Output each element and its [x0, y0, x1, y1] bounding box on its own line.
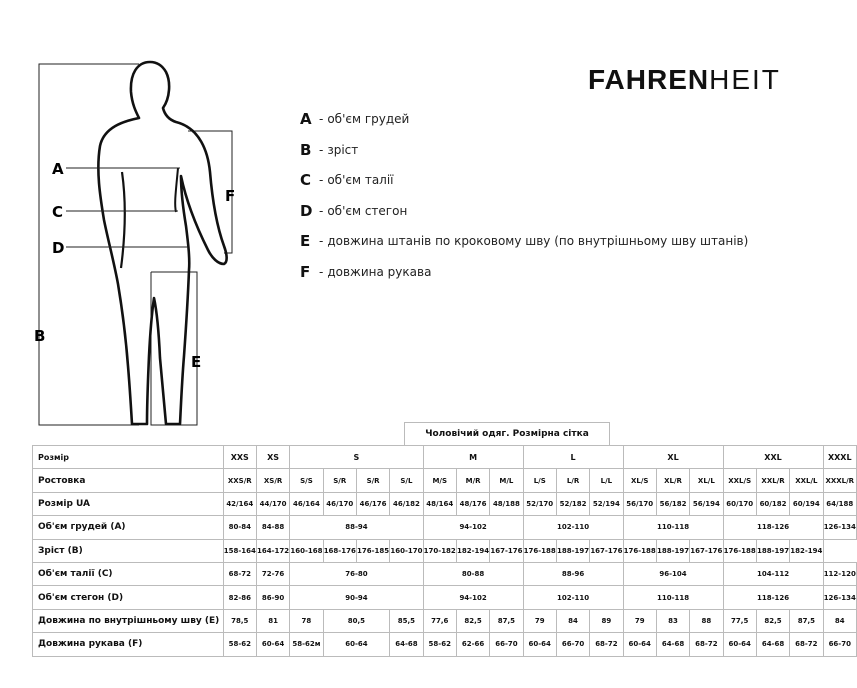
table-cell: 46/170 [323, 492, 356, 515]
table-cell: 52/170 [523, 492, 556, 515]
table-cell: 168-176 [323, 539, 356, 562]
table-cell: 46/176 [356, 492, 389, 515]
table-cell: 160-170 [390, 539, 423, 562]
table-cell: 58-62 [223, 633, 256, 656]
table-cell: 68-72 [690, 633, 723, 656]
legend-separator: - [319, 203, 324, 218]
figure-letter-a: A [52, 160, 64, 178]
table-cell: 68-72 [223, 562, 256, 585]
row-label: Довжина по внутрішньому шву (E) [33, 609, 224, 632]
table-row [33, 586, 857, 609]
table-cell: 94-102 [423, 516, 523, 539]
table-cell: 72-76 [256, 562, 289, 585]
table-cell: 90-94 [290, 586, 423, 609]
table-cell: XL/R [656, 469, 689, 492]
table-cell: XXS/R [223, 469, 256, 492]
size-header-cell: XS [256, 446, 289, 469]
table-cell: 188-197 [656, 539, 689, 562]
table-cell: 80-84 [223, 516, 256, 539]
table-cell: 176-185 [356, 539, 389, 562]
table-cell: 78,5 [223, 609, 256, 632]
table-row [33, 446, 857, 469]
table-cell: 102-110 [523, 516, 623, 539]
table-row [33, 539, 857, 562]
table-row [33, 469, 857, 492]
table-cell: 52/182 [556, 492, 589, 515]
table-cell: 58-62 [423, 633, 456, 656]
table-cell: 56/194 [690, 492, 723, 515]
row-label: Розмір UA [33, 492, 224, 515]
legend-text: об'єм грудей [327, 112, 410, 127]
table-cell: 81 [256, 609, 289, 632]
table-cell: S/R [323, 469, 356, 492]
table-cell: 66-70 [556, 633, 589, 656]
table-cell: 102-110 [523, 586, 623, 609]
table-cell: 182-194 [790, 539, 823, 562]
table-cell: 118-126 [723, 586, 823, 609]
figure-letter-f: F [225, 187, 236, 205]
table-cell: 79 [623, 609, 656, 632]
table-cell: 48/164 [423, 492, 456, 515]
row-label: Ростовка [33, 469, 224, 492]
table-cell: 96-104 [623, 562, 723, 585]
table-cell: 112-120 [823, 562, 856, 585]
table-cell: L/R [556, 469, 589, 492]
measurement-legend [300, 104, 748, 287]
table-cell: 60-64 [523, 633, 556, 656]
size-header-cell: S [290, 446, 423, 469]
table-cell: 62-66 [456, 633, 489, 656]
table-cell: 60-64 [723, 633, 756, 656]
table-row [33, 516, 857, 539]
table-cell: 82-86 [223, 586, 256, 609]
table-title: Чоловічий одяг. Розмірна сітка [404, 422, 610, 445]
table-cell: 164-172 [256, 539, 289, 562]
table-cell: 176-188 [623, 539, 656, 562]
legend-letter: C [300, 171, 312, 190]
table-cell: 68-72 [590, 633, 623, 656]
table-cell: XL/L [690, 469, 723, 492]
table-cell: 60-64 [323, 633, 390, 656]
legend-text: зріст [327, 142, 359, 157]
legend-item [300, 257, 748, 288]
legend-item [300, 196, 748, 227]
size-header-cell: L [523, 446, 623, 469]
table-cell: M/R [456, 469, 489, 492]
table-cell: 170-182 [423, 539, 456, 562]
table-cell: 167-176 [490, 539, 523, 562]
table-cell: 46/182 [390, 492, 423, 515]
legend-letter: A [300, 110, 312, 129]
size-header-cell: XL [623, 446, 723, 469]
table-row [33, 562, 857, 585]
table-cell: 88 [690, 609, 723, 632]
legend-text: об'єм стегон [327, 203, 408, 218]
row-label: Зріст (B) [33, 539, 224, 562]
legend-separator: - [319, 112, 324, 127]
table-cell: 68-72 [790, 633, 823, 656]
table-cell: 126-134 [823, 516, 856, 539]
size-chart-table [32, 445, 857, 657]
table-cell: 167-176 [690, 539, 723, 562]
table-cell: 64-68 [656, 633, 689, 656]
legend-separator: - [319, 234, 324, 249]
legend-item [300, 104, 748, 135]
table-cell: 94-102 [423, 586, 523, 609]
table-cell: 110-118 [623, 516, 723, 539]
table-cell: 82,5 [756, 609, 789, 632]
legend-item [300, 165, 748, 196]
table-cell: 84 [556, 609, 589, 632]
table-cell: 83 [656, 609, 689, 632]
table-cell: XXL/S [723, 469, 756, 492]
legend-letter: F [300, 262, 311, 281]
table-cell: 160-168 [290, 539, 323, 562]
table-cell: 104-112 [723, 562, 823, 585]
legend-separator: - [319, 173, 324, 188]
table-cell: 167-176 [590, 539, 623, 562]
table-cell: XXXL/R [823, 469, 856, 492]
table-cell: 88-96 [523, 562, 623, 585]
legend-item [300, 226, 748, 257]
arm-contour-right [175, 168, 178, 212]
brand-logo-light: HEIT [709, 64, 781, 95]
brand-logo [588, 64, 781, 96]
size-header-cell: XXL [723, 446, 823, 469]
legend-letter: E [300, 232, 311, 251]
table-row [33, 492, 857, 515]
table-cell: 89 [590, 609, 623, 632]
table-cell: M/S [423, 469, 456, 492]
legend-letter: D [300, 201, 313, 220]
table-cell: 86-90 [256, 586, 289, 609]
row-label: Об'єм грудей (А) [33, 516, 224, 539]
table-cell: 78 [290, 609, 323, 632]
table-cell: 88-94 [290, 516, 423, 539]
table-cell: 85,5 [390, 609, 423, 632]
figure-letter-b: B [34, 327, 46, 345]
table-cell: L/S [523, 469, 556, 492]
table-row [33, 609, 857, 632]
legend-text: об'єм талії [327, 173, 394, 188]
figure-letter-d: D [52, 239, 65, 257]
table-cell: 60/194 [790, 492, 823, 515]
table-cell: 58-62м [290, 633, 323, 656]
table-cell: 80,5 [323, 609, 390, 632]
row-label: Довжина рукава (F) [33, 633, 224, 656]
table-cell: 66-70 [490, 633, 523, 656]
table-cell: 48/188 [490, 492, 523, 515]
table-cell: 46/164 [290, 492, 323, 515]
table-cell: 42/164 [223, 492, 256, 515]
figure-letter-c: C [52, 203, 64, 221]
table-cell: 84 [823, 609, 856, 632]
arm-contour-left [121, 172, 125, 268]
table-cell: 56/182 [656, 492, 689, 515]
inseam-bracket [151, 272, 197, 425]
table-cell: 110-118 [623, 586, 723, 609]
table-cell: XXL/L [790, 469, 823, 492]
table-cell: XS/R [256, 469, 289, 492]
figure-letter-e: E [191, 353, 202, 371]
table-cell: 60-64 [256, 633, 289, 656]
body-measurement-figure [0, 0, 300, 440]
table-cell: 64-68 [756, 633, 789, 656]
table-cell: 84-88 [256, 516, 289, 539]
table-cell: L/L [590, 469, 623, 492]
legend-separator: - [319, 264, 324, 279]
table-row [33, 633, 857, 656]
table-cell: 77,6 [423, 609, 456, 632]
legend-item [300, 135, 748, 166]
brand-logo-bold: FAHREN [588, 64, 710, 95]
table-cell: 44/170 [256, 492, 289, 515]
legend-letter: B [300, 140, 312, 159]
table-cell: 64/188 [823, 492, 856, 515]
table-cell: S/S [290, 469, 323, 492]
row-label: Об'єм талії (C) [33, 562, 224, 585]
row-label: Об'єм стегон (D) [33, 586, 224, 609]
legend-text: довжина рукава [327, 264, 432, 279]
table-cell: S/R [356, 469, 389, 492]
table-cell: 66-70 [823, 633, 856, 656]
table-cell: 56/170 [623, 492, 656, 515]
table-cell: 60-64 [623, 633, 656, 656]
table-cell: 87,5 [490, 609, 523, 632]
table-cell: XXL/R [756, 469, 789, 492]
size-header-cell: XXXL [823, 446, 856, 469]
table-cell: 76-80 [290, 562, 423, 585]
table-cell: 77,5 [723, 609, 756, 632]
table-cell: XL/S [623, 469, 656, 492]
table-cell: S/L [390, 469, 423, 492]
table-cell: 87,5 [790, 609, 823, 632]
table-cell: 82,5 [456, 609, 489, 632]
table-cell: 80-88 [423, 562, 523, 585]
row-label: Розмір [33, 446, 224, 469]
table-cell: 158-164 [223, 539, 256, 562]
table-cell: 52/194 [590, 492, 623, 515]
table-cell: 118-126 [723, 516, 823, 539]
size-header-cell: M [423, 446, 523, 469]
size-header-cell: XXS [223, 446, 256, 469]
table-cell: 188-197 [756, 539, 789, 562]
legend-separator: - [319, 142, 324, 157]
table-cell: 60/170 [723, 492, 756, 515]
table-cell: 182-194 [456, 539, 489, 562]
table-cell: 64-68 [390, 633, 423, 656]
table-cell: 176-188 [723, 539, 756, 562]
table-cell: 176-188 [523, 539, 556, 562]
table-cell: 60/182 [756, 492, 789, 515]
table-cell: M/L [490, 469, 523, 492]
table-cell: 48/176 [456, 492, 489, 515]
table-cell: 79 [523, 609, 556, 632]
body-silhouette [98, 62, 226, 424]
table-cell: 188-197 [556, 539, 589, 562]
legend-text: довжина штанів по кроковому шву (по внутрішньому шву штанів) [327, 234, 749, 249]
table-cell: 126-134 [823, 586, 856, 609]
